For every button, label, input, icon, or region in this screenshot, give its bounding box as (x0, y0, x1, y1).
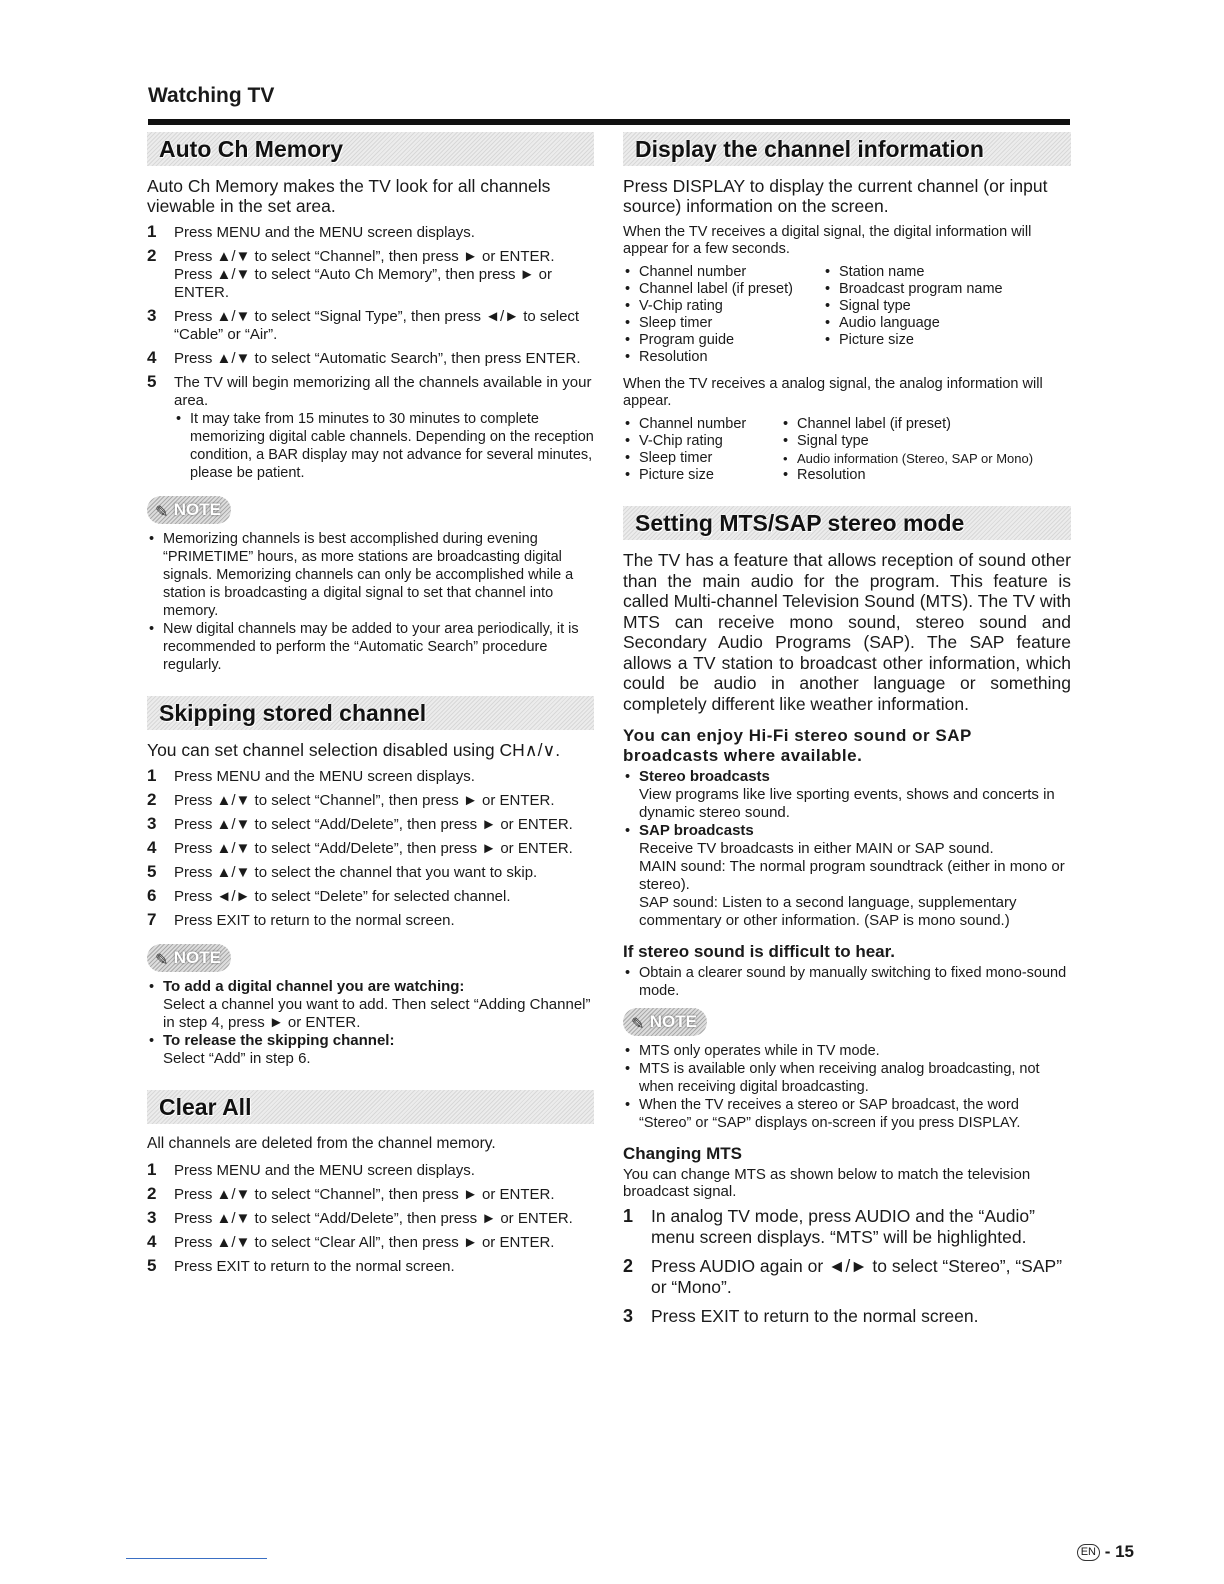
step-number: 5 (147, 372, 157, 391)
broadcast-types (623, 768, 1071, 930)
step-item (147, 792, 594, 810)
note-item: • MTS is available only when receiving analog broadcasting, not when receiving digital broadcasting. (623, 1060, 1071, 1096)
step-item (147, 1234, 594, 1252)
step-item (147, 350, 594, 368)
info-item: • Picture size (823, 332, 1071, 349)
step-text: In analog TV mode, press AUDIO and the “Audio” menu screen displays. “MTS” will be highlighted. (651, 1206, 1035, 1247)
mts-banner: Setting MTS/SAP stereo mode (623, 506, 1071, 540)
step-item (147, 912, 594, 930)
note-badge (147, 944, 231, 972)
step-item (147, 224, 594, 242)
note-label: NOTE (173, 948, 221, 967)
note-item (147, 978, 594, 1032)
page-title: Watching TV (148, 84, 275, 107)
step-text: The TV will begin memorizing all the channels available in your area. (174, 374, 592, 409)
note-label: NOTE (173, 500, 221, 519)
digital-note: When the TV receives a digital signal, the digital information will appear for a few seconds. (623, 224, 1032, 257)
step-text: Press ▲/▼ to select “Channel”, then press ► or ENTER. (174, 792, 555, 809)
sap-heading: • SAP broadcasts (639, 822, 754, 839)
info-item: • Picture size (623, 467, 781, 484)
header-rule (148, 119, 1070, 125)
step-number: 5 (147, 862, 157, 881)
skip-steps (147, 768, 594, 930)
step-number: 7 (147, 910, 157, 929)
step-item (147, 768, 594, 786)
auto-ch-intro: Auto Ch Memory makes the TV look for all channels viewable in the set area. (147, 176, 551, 216)
step-text: Press MENU and the MENU screen displays. (174, 1162, 475, 1179)
info-item: • Resolution (781, 467, 1071, 484)
left-column (147, 132, 594, 1282)
step-item (623, 1306, 1071, 1327)
skip-intro: You can set channel selection disabled using CH∧/∨. (147, 740, 561, 760)
pencil-icon: ✎ (631, 1016, 645, 1033)
note-item: • When the TV receives a stereo or SAP broadcast, the word “Stereo” or “SAP” displays on-screen if you press DISPLAY. (623, 1096, 1071, 1132)
sap-text: MAIN sound: The normal program soundtrack (either in mono or stereo). (639, 858, 1065, 893)
step5-subitem: • It may take from 15 minutes to 30 minutes to complete memorizing digital cable channels. Depending on the reception condition, a BAR display may not advance for several minutes, please be patient. (174, 410, 594, 482)
info-item: • Signal type (781, 433, 1071, 450)
note-badge (147, 496, 231, 524)
sap-text: Receive TV broadcasts in either MAIN or SAP sound. (639, 840, 994, 857)
step-text: Press ▲/▼ to select “Add/Delete”, then press ► or ENTER. (174, 816, 573, 833)
mts-steps (623, 1206, 1071, 1327)
step-number: 1 (623, 1206, 634, 1226)
note-badge (623, 1008, 707, 1036)
info-item: • Resolution (623, 349, 823, 366)
step-text: Press ◄/► to select “Delete” for selected channel. (174, 888, 511, 905)
step-text: Press ▲/▼ to select the channel that you want to skip. (174, 864, 538, 881)
stereo-text: View programs like live sporting events, shows and concerts in dynamic stereo sound. (639, 786, 1055, 821)
auto-ch-notes (147, 530, 594, 674)
step-text: Press ▲/▼ to select “Channel”, then press ► or ENTER. Press ▲/▼ to select “Auto Ch Memory”, then press ► or ENTER. (174, 248, 555, 301)
info-item: • Sleep timer (623, 315, 823, 332)
step-number: 2 (623, 1256, 634, 1276)
display-banner: Display the channel information (623, 132, 1071, 166)
broadcast-item (623, 768, 1071, 822)
step-item (147, 816, 594, 834)
note-heading: • To release the skipping channel: (163, 1032, 395, 1049)
difficult-list (623, 964, 1071, 1000)
step-item (147, 888, 594, 906)
digital-info-list (623, 264, 1071, 366)
clear-all-banner: Clear All (147, 1090, 594, 1124)
step-item (623, 1206, 1071, 1248)
clear-all-steps (147, 1162, 594, 1276)
step-item (147, 248, 594, 302)
step-text: Press ▲/▼ to select “Add/Delete”, then press ► or ENTER. (174, 840, 573, 857)
step-number: 3 (623, 1306, 634, 1326)
step-item (147, 1162, 594, 1180)
info-item: • Audio information (Stereo, SAP or Mono) (781, 450, 1071, 467)
skip-notes (147, 978, 594, 1068)
step-text: Press ▲/▼ to select “Add/Delete”, then press ► or ENTER. (174, 1210, 573, 1227)
step-number: 4 (147, 348, 157, 367)
analog-info-list (623, 416, 1071, 484)
info-item: • Broadcast program name (823, 281, 1071, 298)
broadcast-item (623, 822, 1071, 930)
info-item: • V-Chip rating (623, 433, 781, 450)
language-badge: EN (1077, 1544, 1100, 1561)
note-heading: • To add a digital channel you are watching: (163, 978, 465, 995)
auto-ch-steps (147, 224, 594, 482)
hifi-heading: You can enjoy Hi-Fi stereo sound or SAP broadcasts where available. (623, 726, 972, 765)
analog-note: When the TV receives a analog signal, the analog information will appear. (623, 376, 1043, 409)
step-text: Press EXIT to return to the normal screen. (174, 912, 455, 929)
step-number: 3 (147, 1208, 157, 1227)
right-column (623, 132, 1071, 1335)
step-number: 3 (147, 814, 157, 833)
step-number: 6 (147, 886, 157, 905)
step-number: 4 (147, 1232, 157, 1251)
step-number: 5 (147, 1256, 157, 1275)
step-number: 1 (147, 766, 157, 785)
note-item (147, 1032, 594, 1068)
changing-mts-heading: Changing MTS (623, 1144, 742, 1163)
sap-text: SAP sound: Listen to a second language, supplementary commentary or other information. (SAP is mono sound.) (639, 894, 1017, 929)
step-text: Press EXIT to return to the normal screen. (651, 1306, 979, 1326)
step-number: 2 (147, 790, 157, 809)
step-item (147, 1258, 594, 1276)
info-item: • Channel number (623, 416, 781, 433)
step-item (147, 1210, 594, 1228)
step-number: 3 (147, 306, 157, 325)
step-text: Press ▲/▼ to select “Signal Type”, then press ◄/► to select “Cable” or “Air”. (174, 308, 580, 343)
step-text: Press ▲/▼ to select “Channel”, then press ► or ENTER. (174, 1186, 555, 1203)
step-number: 4 (147, 838, 157, 857)
step-text: Press ▲/▼ to select “Clear All”, then press ► or ENTER. (174, 1234, 555, 1251)
info-item: • Program guide (623, 332, 823, 349)
info-item: • Signal type (823, 298, 1071, 315)
auto-ch-banner: Auto Ch Memory (147, 132, 594, 166)
note-text: Select a channel you want to add. Then select “Adding Channel” in step 4, press ► or ENTER. (163, 996, 591, 1031)
step-number: 1 (147, 222, 157, 241)
changing-mts-text: You can change MTS as shown below to match the television broadcast signal. (623, 1166, 1031, 1200)
step5-sublist (174, 410, 594, 482)
info-item: • Sleep timer (623, 450, 781, 467)
page-number-text: - 15 (1104, 1542, 1134, 1561)
info-item: • Channel number (623, 264, 823, 281)
step-item (147, 308, 594, 344)
step-number: 2 (147, 246, 157, 265)
mts-notes (623, 1042, 1071, 1132)
note-label: NOTE (649, 1012, 697, 1031)
step-item (623, 1256, 1071, 1298)
step-item (147, 1186, 594, 1204)
step-item (147, 840, 594, 858)
difficult-heading: If stereo sound is difficult to hear. (623, 942, 896, 961)
note-item: • New digital channels may be added to your area periodically, it is recommended to perform the “Automatic Search” procedure regularly. (147, 620, 594, 674)
step-text: Press EXIT to return to the normal screen. (174, 1258, 455, 1275)
step-item (147, 864, 594, 882)
pencil-icon: ✎ (155, 504, 169, 521)
clear-all-intro: All channels are deleted from the channel memory. (147, 1135, 496, 1152)
skip-banner: Skipping stored channel (147, 696, 594, 730)
note-item: • Memorizing channels is best accomplished during evening “PRIMETIME” hours, as more stations are broadcasting digital signals. Memorizing channels can only be accomplished while a station is broadcasting a digital signal to set that channel into memory. (147, 530, 594, 620)
info-item: • Channel label (if preset) (781, 416, 1071, 433)
mts-intro: The TV has a feature that allows reception of sound other than the main audio for the program. This feature is called Multi-channel Television Sound (MTS). The TV with MTS can receive mono sound, stereo sound and Secondary Audio Programs (SAP). The SAP feature allows a TV station to broadcast other information, which could be audio in another language or something completely different like weather information. (623, 550, 1071, 714)
step-text: Press AUDIO again or ◄/► to select “Stereo”, “SAP” or “Mono”. (651, 1256, 1063, 1297)
step-number: 1 (147, 1160, 157, 1179)
step-number: 2 (147, 1184, 157, 1203)
difficult-item: • Obtain a clearer sound by manually switching to fixed mono-sound mode. (623, 964, 1071, 1000)
pencil-icon: ✎ (155, 952, 169, 969)
footer-line (126, 1558, 267, 1559)
step-text: Press ▲/▼ to select “Automatic Search”, then press ENTER. (174, 350, 581, 367)
note-item: • MTS only operates while in TV mode. (623, 1042, 1071, 1060)
info-item: • V-Chip rating (623, 298, 823, 315)
info-item: • Station name (823, 264, 1071, 281)
step-item (147, 374, 594, 482)
info-item: • Channel label (if preset) (623, 281, 823, 298)
step-text: Press MENU and the MENU screen displays. (174, 768, 475, 785)
note-text: Select “Add” in step 6. (163, 1050, 311, 1067)
display-intro: Press DISPLAY to display the current channel (or input source) information on the screen. (623, 176, 1048, 216)
page-number (1077, 1542, 1134, 1562)
step-text: Press MENU and the MENU screen displays. (174, 224, 475, 241)
info-item: • Audio language (823, 315, 1071, 332)
stereo-heading: • Stereo broadcasts (639, 768, 770, 785)
